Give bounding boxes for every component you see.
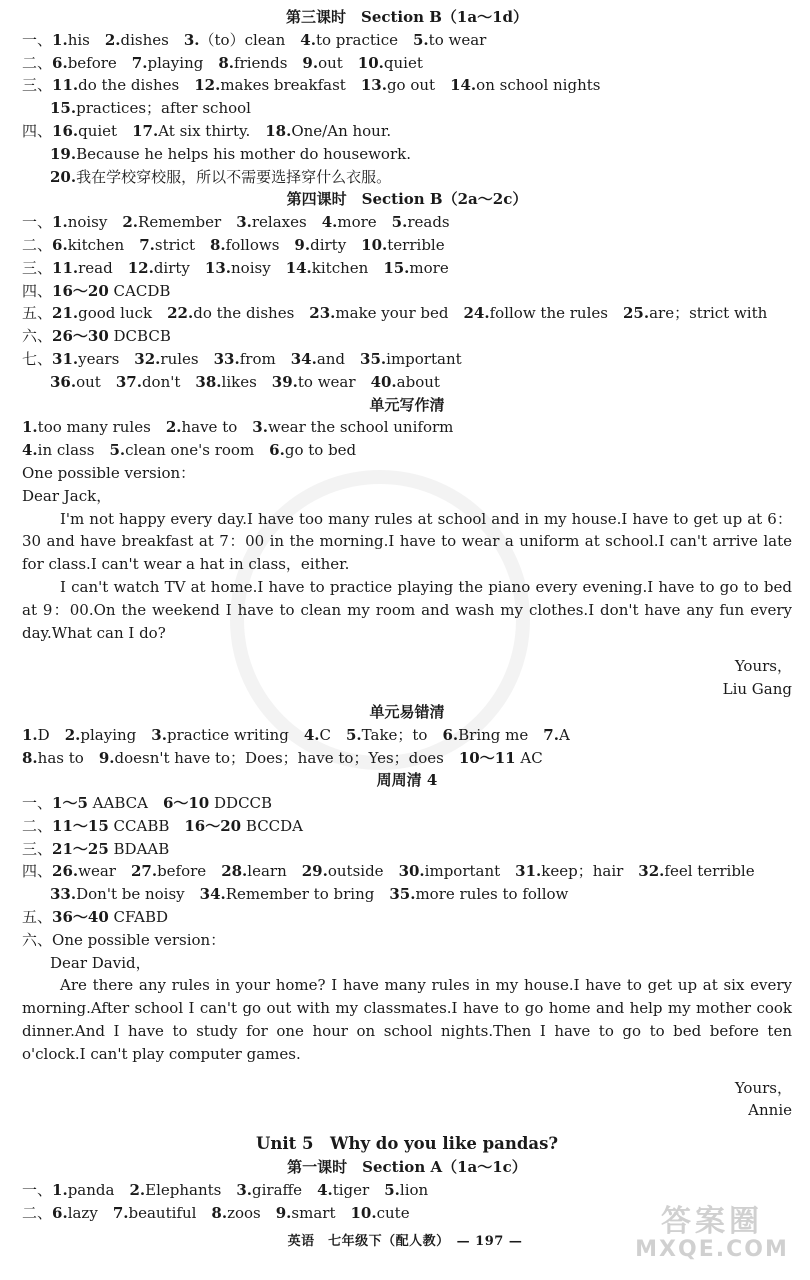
answer-line bbox=[22, 883, 792, 906]
question-number: 11～15 bbox=[52, 816, 109, 835]
question-number: 26～30 bbox=[52, 327, 109, 346]
answer-text: kitchen bbox=[67, 235, 140, 254]
question-number: 6. bbox=[52, 235, 68, 254]
question-number: 11. bbox=[52, 76, 79, 95]
answer-text: D bbox=[37, 725, 65, 744]
question-number: 2. bbox=[64, 725, 81, 744]
question-number: 4. bbox=[303, 725, 320, 744]
answer-text: dishes bbox=[120, 30, 184, 49]
question-number: 6. bbox=[52, 1203, 68, 1222]
question-number: 16. bbox=[52, 121, 79, 140]
answer-text: too many rules bbox=[37, 418, 166, 437]
answer-text: about bbox=[396, 372, 440, 391]
answer-text: strict bbox=[154, 235, 210, 254]
answer-text: good luck bbox=[78, 304, 168, 323]
question-number: 8. bbox=[22, 748, 38, 767]
question-number: 2. bbox=[165, 418, 182, 437]
question-number: 1～5 bbox=[52, 794, 88, 813]
answer-text: have to bbox=[181, 418, 253, 437]
answer-text: Dear Jack， bbox=[22, 486, 112, 505]
answer-text: tiger bbox=[332, 1181, 385, 1200]
question-number: 35. bbox=[360, 349, 387, 368]
question-number: 3. bbox=[252, 418, 268, 437]
letter-closing: Yours， bbox=[734, 657, 792, 676]
question-number: 1. bbox=[52, 30, 68, 49]
answer-text: Because he helps his mother do housework. bbox=[76, 144, 411, 163]
watermark-url: MXQE.COM bbox=[635, 1237, 789, 1262]
answer-text: dirty bbox=[153, 258, 205, 277]
answer-text: do the dishes bbox=[193, 304, 310, 323]
letter-signature: Liu Gang bbox=[722, 680, 792, 699]
part-label: 七、 bbox=[22, 349, 53, 368]
answer-text: makes breakfast bbox=[220, 76, 361, 95]
answer-text: make your bed bbox=[335, 304, 464, 323]
section-heading: 第一课时 Section A（1a～1c） bbox=[287, 1158, 527, 1177]
answer-line bbox=[22, 747, 792, 770]
part-label: 六、 bbox=[22, 930, 53, 949]
section-heading: 周周清 4 bbox=[376, 771, 438, 790]
answer-line bbox=[22, 29, 792, 52]
question-number: 40. bbox=[370, 372, 397, 391]
question-number: 10. bbox=[350, 1203, 377, 1222]
section-answers bbox=[22, 724, 792, 770]
part-label: 二、 bbox=[22, 53, 53, 72]
question-number: 8. bbox=[218, 53, 235, 72]
question-number: 30. bbox=[398, 862, 425, 881]
answer-text: rules bbox=[160, 349, 214, 368]
question-number: 9. bbox=[98, 748, 115, 767]
answer-text: doesn't have to；Does；have to；Yes；does bbox=[114, 748, 459, 767]
answer-line bbox=[22, 348, 792, 371]
question-number: 4. bbox=[22, 441, 38, 460]
question-number: 15. bbox=[383, 258, 410, 277]
answer-line bbox=[22, 906, 792, 929]
answer-text: lion bbox=[399, 1181, 429, 1200]
question-number: 4. bbox=[300, 30, 316, 49]
section-heading: 单元易错清 bbox=[369, 702, 445, 721]
answer-text: BDAAB bbox=[108, 839, 170, 858]
question-number: 8. bbox=[210, 235, 226, 254]
answer-line bbox=[22, 860, 792, 883]
answer-line bbox=[22, 143, 792, 166]
question-number: 1. bbox=[52, 213, 68, 232]
answer-line bbox=[22, 724, 792, 747]
question-number: 5. bbox=[109, 441, 126, 460]
answer-line bbox=[22, 257, 792, 280]
answer-text: Remember to bring bbox=[225, 885, 390, 904]
answer-line bbox=[22, 439, 792, 462]
question-number: 36. bbox=[50, 372, 77, 391]
question-number: 9. bbox=[302, 53, 319, 72]
site-logo-watermark bbox=[632, 1204, 792, 1268]
answer-line bbox=[22, 74, 792, 97]
answer-text: AABCA bbox=[87, 794, 163, 813]
letter-paragraph: I can't watch TV at home.I have to practice playing the piano every evening.I have to go to bed at 9：00.On the weekend I have to clean my room and wash my clothes.I don't have any fun every day.What can I do? bbox=[22, 577, 792, 642]
answer-text: to wear bbox=[428, 30, 487, 49]
answer-text: AC bbox=[515, 748, 543, 767]
answer-text: Take；to bbox=[361, 725, 443, 744]
answer-line bbox=[22, 929, 792, 952]
answer-line bbox=[22, 211, 792, 234]
answer-text: more rules to follow bbox=[415, 885, 569, 904]
question-number: 15. bbox=[50, 99, 77, 118]
answer-text: smart bbox=[291, 1203, 351, 1222]
answer-line bbox=[22, 815, 792, 838]
question-number: 31. bbox=[515, 862, 542, 881]
answer-text: （to）clean bbox=[199, 30, 301, 49]
answer-text: lazy bbox=[67, 1203, 113, 1222]
answer-text: DDCCB bbox=[209, 794, 273, 813]
answer-text: practices；after school bbox=[76, 99, 251, 118]
question-number: 1. bbox=[22, 418, 38, 437]
answer-text: outside bbox=[327, 862, 399, 881]
answer-line bbox=[22, 302, 792, 325]
question-number: 20. bbox=[50, 167, 77, 186]
answer-text: and bbox=[316, 349, 361, 368]
part-label: 一、 bbox=[22, 213, 53, 232]
question-number: 11. bbox=[52, 258, 79, 277]
section-answers bbox=[22, 416, 792, 507]
answer-text: important bbox=[386, 349, 462, 368]
question-number: 9. bbox=[294, 235, 311, 254]
answer-text: learn bbox=[247, 862, 302, 881]
question-number: 18. bbox=[265, 121, 292, 140]
answer-text: CCABB bbox=[108, 816, 185, 835]
answer-text: C bbox=[319, 725, 346, 744]
answer-text: feel terrible bbox=[664, 862, 755, 881]
answer-line bbox=[22, 416, 792, 439]
question-number: 22. bbox=[167, 304, 194, 323]
answer-line bbox=[22, 120, 792, 143]
answer-page bbox=[22, 6, 792, 1225]
answer-text: terrible bbox=[387, 235, 445, 254]
answer-text: read bbox=[78, 258, 128, 277]
question-number: 7. bbox=[131, 53, 148, 72]
question-number: 39. bbox=[271, 372, 298, 391]
question-number: 26. bbox=[52, 862, 79, 881]
answer-text: wear the school uniform bbox=[267, 418, 454, 437]
question-number: 4. bbox=[317, 1181, 333, 1200]
answer-text: to practice bbox=[315, 30, 413, 49]
answer-text: quiet bbox=[78, 121, 133, 140]
answer-text: CFABD bbox=[108, 908, 168, 927]
question-number: 16～20 bbox=[184, 816, 242, 835]
question-number: 14. bbox=[450, 76, 477, 95]
letter-paragraph: Are there any rules in your home? I have many rules in my house.I have to get up at six every morning.After school I can't go out with my classmates.I have to go home and help my mother cook dinner.And I have to study for one hour on school nights.Then I have to go to bed before ten o'clock.I can't play computer games. bbox=[22, 976, 792, 1063]
answer-text: more bbox=[409, 258, 449, 277]
question-number: 17. bbox=[132, 121, 159, 140]
answer-text: are；strict with bbox=[649, 304, 768, 323]
question-number: 2. bbox=[104, 30, 121, 49]
part-label: 三、 bbox=[22, 258, 53, 277]
answer-text: playing bbox=[147, 53, 219, 72]
section-answers bbox=[22, 211, 792, 393]
answer-line bbox=[22, 371, 792, 394]
part-label: 一、 bbox=[22, 30, 53, 49]
question-number: 12. bbox=[127, 258, 154, 277]
section-answers bbox=[22, 29, 792, 189]
answer-text: 我在学校穿校服，所以不需要选择穿什么衣服。 bbox=[76, 167, 392, 186]
unit-title: Unit 5 Why do you like pandas? bbox=[255, 1134, 559, 1154]
question-number: 10. bbox=[361, 235, 388, 254]
answer-text: relaxes bbox=[251, 213, 322, 232]
answer-text: do the dishes bbox=[78, 76, 195, 95]
question-number: 32. bbox=[638, 862, 665, 881]
question-number: 5. bbox=[413, 30, 429, 49]
part-label: 六、 bbox=[22, 327, 53, 346]
question-number: 6～10 bbox=[162, 794, 210, 813]
question-number: 16～20 bbox=[52, 281, 109, 300]
answer-line bbox=[22, 97, 792, 120]
part-label: 四、 bbox=[22, 281, 53, 300]
answer-line bbox=[22, 234, 792, 257]
question-number: 27. bbox=[130, 862, 158, 881]
answer-text: zoos bbox=[227, 1203, 276, 1222]
section-heading: 单元写作清 bbox=[369, 395, 445, 414]
section-heading: 第三课时 Section B（1a～1d） bbox=[285, 8, 529, 26]
watermark-text: 答案圈 bbox=[661, 1204, 763, 1239]
answer-text: A bbox=[558, 725, 570, 744]
question-number: 3. bbox=[151, 725, 167, 744]
part-label: 二、 bbox=[22, 235, 53, 254]
answer-text: panda bbox=[67, 1181, 130, 1200]
answer-text: kitchen bbox=[311, 258, 384, 277]
letter-paragraph: I'm not happy every day.I have too many rules at school and in my house.I have to get up at 6：30 and have breakfast at 7：00 in the morning.I have to wear a uniform at school.I can't arrive late for class.I can't wear a hat in class，either. bbox=[22, 509, 792, 574]
answer-text: cute bbox=[376, 1203, 410, 1222]
part-label: 四、 bbox=[22, 862, 53, 881]
answer-text: quiet bbox=[383, 53, 423, 72]
answer-text: wear bbox=[78, 862, 131, 881]
answer-text: out bbox=[318, 53, 358, 72]
answer-text: Remember bbox=[138, 213, 237, 232]
section-answers bbox=[22, 792, 792, 974]
question-number: 5. bbox=[345, 725, 362, 744]
answer-line bbox=[22, 166, 792, 189]
part-label: 二、 bbox=[22, 816, 53, 835]
answer-text: Don't be noisy bbox=[76, 885, 200, 904]
question-number: 29. bbox=[301, 862, 328, 881]
question-number: 21. bbox=[52, 304, 79, 323]
answer-line bbox=[22, 280, 792, 303]
answer-text: out bbox=[76, 372, 116, 391]
answer-text: important bbox=[424, 862, 516, 881]
answer-text: Elephants bbox=[145, 1181, 237, 1200]
answer-text: has to bbox=[37, 748, 99, 767]
answer-text: his bbox=[67, 30, 105, 49]
question-number: 34. bbox=[290, 349, 317, 368]
answer-text: follow the rules bbox=[489, 304, 623, 323]
answer-text: Dear David， bbox=[50, 953, 151, 972]
question-number: 8. bbox=[211, 1203, 228, 1222]
question-number: 13. bbox=[360, 76, 387, 95]
answer-text: before bbox=[157, 862, 222, 881]
question-number: 21～25 bbox=[52, 839, 109, 858]
answer-text: more bbox=[337, 213, 392, 232]
answer-text: DCBCB bbox=[108, 327, 171, 346]
question-number: 7. bbox=[543, 725, 559, 744]
question-number: 3. bbox=[183, 30, 200, 49]
answer-text: friends bbox=[234, 53, 303, 72]
question-number: 5. bbox=[384, 1181, 400, 1200]
answer-line bbox=[22, 485, 792, 508]
question-number: 12. bbox=[194, 76, 221, 95]
answer-text: dirty bbox=[310, 235, 362, 254]
answer-text: from bbox=[239, 349, 291, 368]
answer-text: practice writing bbox=[166, 725, 304, 744]
question-number: 4. bbox=[321, 213, 338, 232]
question-number: 32. bbox=[134, 349, 161, 368]
question-number: 36～40 bbox=[52, 908, 109, 927]
question-number: 35. bbox=[389, 885, 416, 904]
answer-text: One possible version： bbox=[22, 463, 196, 482]
part-label: 三、 bbox=[22, 839, 53, 858]
answer-line bbox=[22, 52, 792, 75]
question-number: 3. bbox=[236, 213, 252, 232]
part-label: 五、 bbox=[22, 304, 53, 323]
question-number: 33. bbox=[50, 885, 77, 904]
section-heading: 第四课时 Section B（2a～2c） bbox=[286, 190, 528, 209]
answer-text: Bring me bbox=[458, 725, 544, 744]
question-number: 14. bbox=[285, 258, 312, 277]
question-number: 23. bbox=[309, 304, 336, 323]
letter-signature: Annie bbox=[748, 1101, 792, 1120]
answer-text: go out bbox=[386, 76, 451, 95]
answer-line bbox=[22, 1179, 792, 1202]
answer-text: BCCDA bbox=[241, 816, 304, 835]
question-number: 6. bbox=[269, 441, 285, 460]
question-number: 1. bbox=[22, 725, 38, 744]
answer-text: on school nights bbox=[476, 76, 601, 95]
question-number: 28. bbox=[221, 862, 248, 881]
part-label: 五、 bbox=[22, 908, 53, 927]
question-number: 2. bbox=[122, 213, 139, 232]
answer-text: go to bed bbox=[284, 441, 357, 460]
answer-text: noisy bbox=[231, 258, 286, 277]
answer-line bbox=[22, 838, 792, 861]
answer-text: One possible version： bbox=[52, 930, 226, 949]
answer-text: giraffe bbox=[252, 1181, 318, 1200]
answer-text: reads bbox=[407, 213, 450, 232]
part-label: 三、 bbox=[22, 76, 53, 95]
part-label: 四、 bbox=[22, 121, 53, 140]
question-number: 24. bbox=[463, 304, 490, 323]
part-label: 二、 bbox=[22, 1203, 53, 1222]
question-number: 9. bbox=[275, 1203, 292, 1222]
part-label: 一、 bbox=[22, 1181, 53, 1200]
question-number: 25. bbox=[622, 304, 650, 323]
answer-text: At six thirty. bbox=[158, 121, 266, 140]
answer-text: years bbox=[78, 349, 135, 368]
answer-line bbox=[22, 325, 792, 348]
question-number: 13. bbox=[204, 258, 232, 277]
part-label: 一、 bbox=[22, 794, 53, 813]
answer-text: before bbox=[67, 53, 132, 72]
answer-text: keep；hair bbox=[541, 862, 639, 881]
answer-text: follows bbox=[225, 235, 295, 254]
answer-line bbox=[22, 792, 792, 815]
answer-text: CACDB bbox=[108, 281, 171, 300]
question-number: 3. bbox=[236, 1181, 253, 1200]
answer-text: likes bbox=[221, 372, 272, 391]
question-number: 34. bbox=[199, 885, 226, 904]
question-number: 1. bbox=[52, 1181, 68, 1200]
answer-line bbox=[22, 952, 792, 975]
question-number: 6. bbox=[442, 725, 459, 744]
question-number: 10. bbox=[357, 53, 384, 72]
answer-text: playing bbox=[80, 725, 152, 744]
question-number: 7. bbox=[112, 1203, 129, 1222]
answer-text: to wear bbox=[297, 372, 371, 391]
page-footer: 英语 七年级下（配人教） — 197 — bbox=[287, 1234, 523, 1249]
question-number: 38. bbox=[195, 372, 222, 391]
question-number: 6. bbox=[52, 53, 68, 72]
question-number: 5. bbox=[391, 213, 408, 232]
answer-text: One/An hour. bbox=[291, 121, 392, 140]
answer-line bbox=[22, 462, 792, 485]
answer-text: beautiful bbox=[128, 1203, 212, 1222]
answer-text: noisy bbox=[67, 213, 123, 232]
answer-text: in class bbox=[37, 441, 110, 460]
answer-text: clean one's room bbox=[125, 441, 270, 460]
question-number: 7. bbox=[139, 235, 155, 254]
answer-text: don't bbox=[141, 372, 196, 391]
question-number: 10～11 bbox=[458, 748, 516, 767]
question-number: 2. bbox=[129, 1181, 146, 1200]
question-number: 33. bbox=[213, 349, 240, 368]
question-number: 31. bbox=[52, 349, 79, 368]
letter-closing: Yours， bbox=[734, 1078, 792, 1097]
question-number: 19. bbox=[50, 144, 77, 163]
question-number: 37. bbox=[115, 372, 142, 391]
